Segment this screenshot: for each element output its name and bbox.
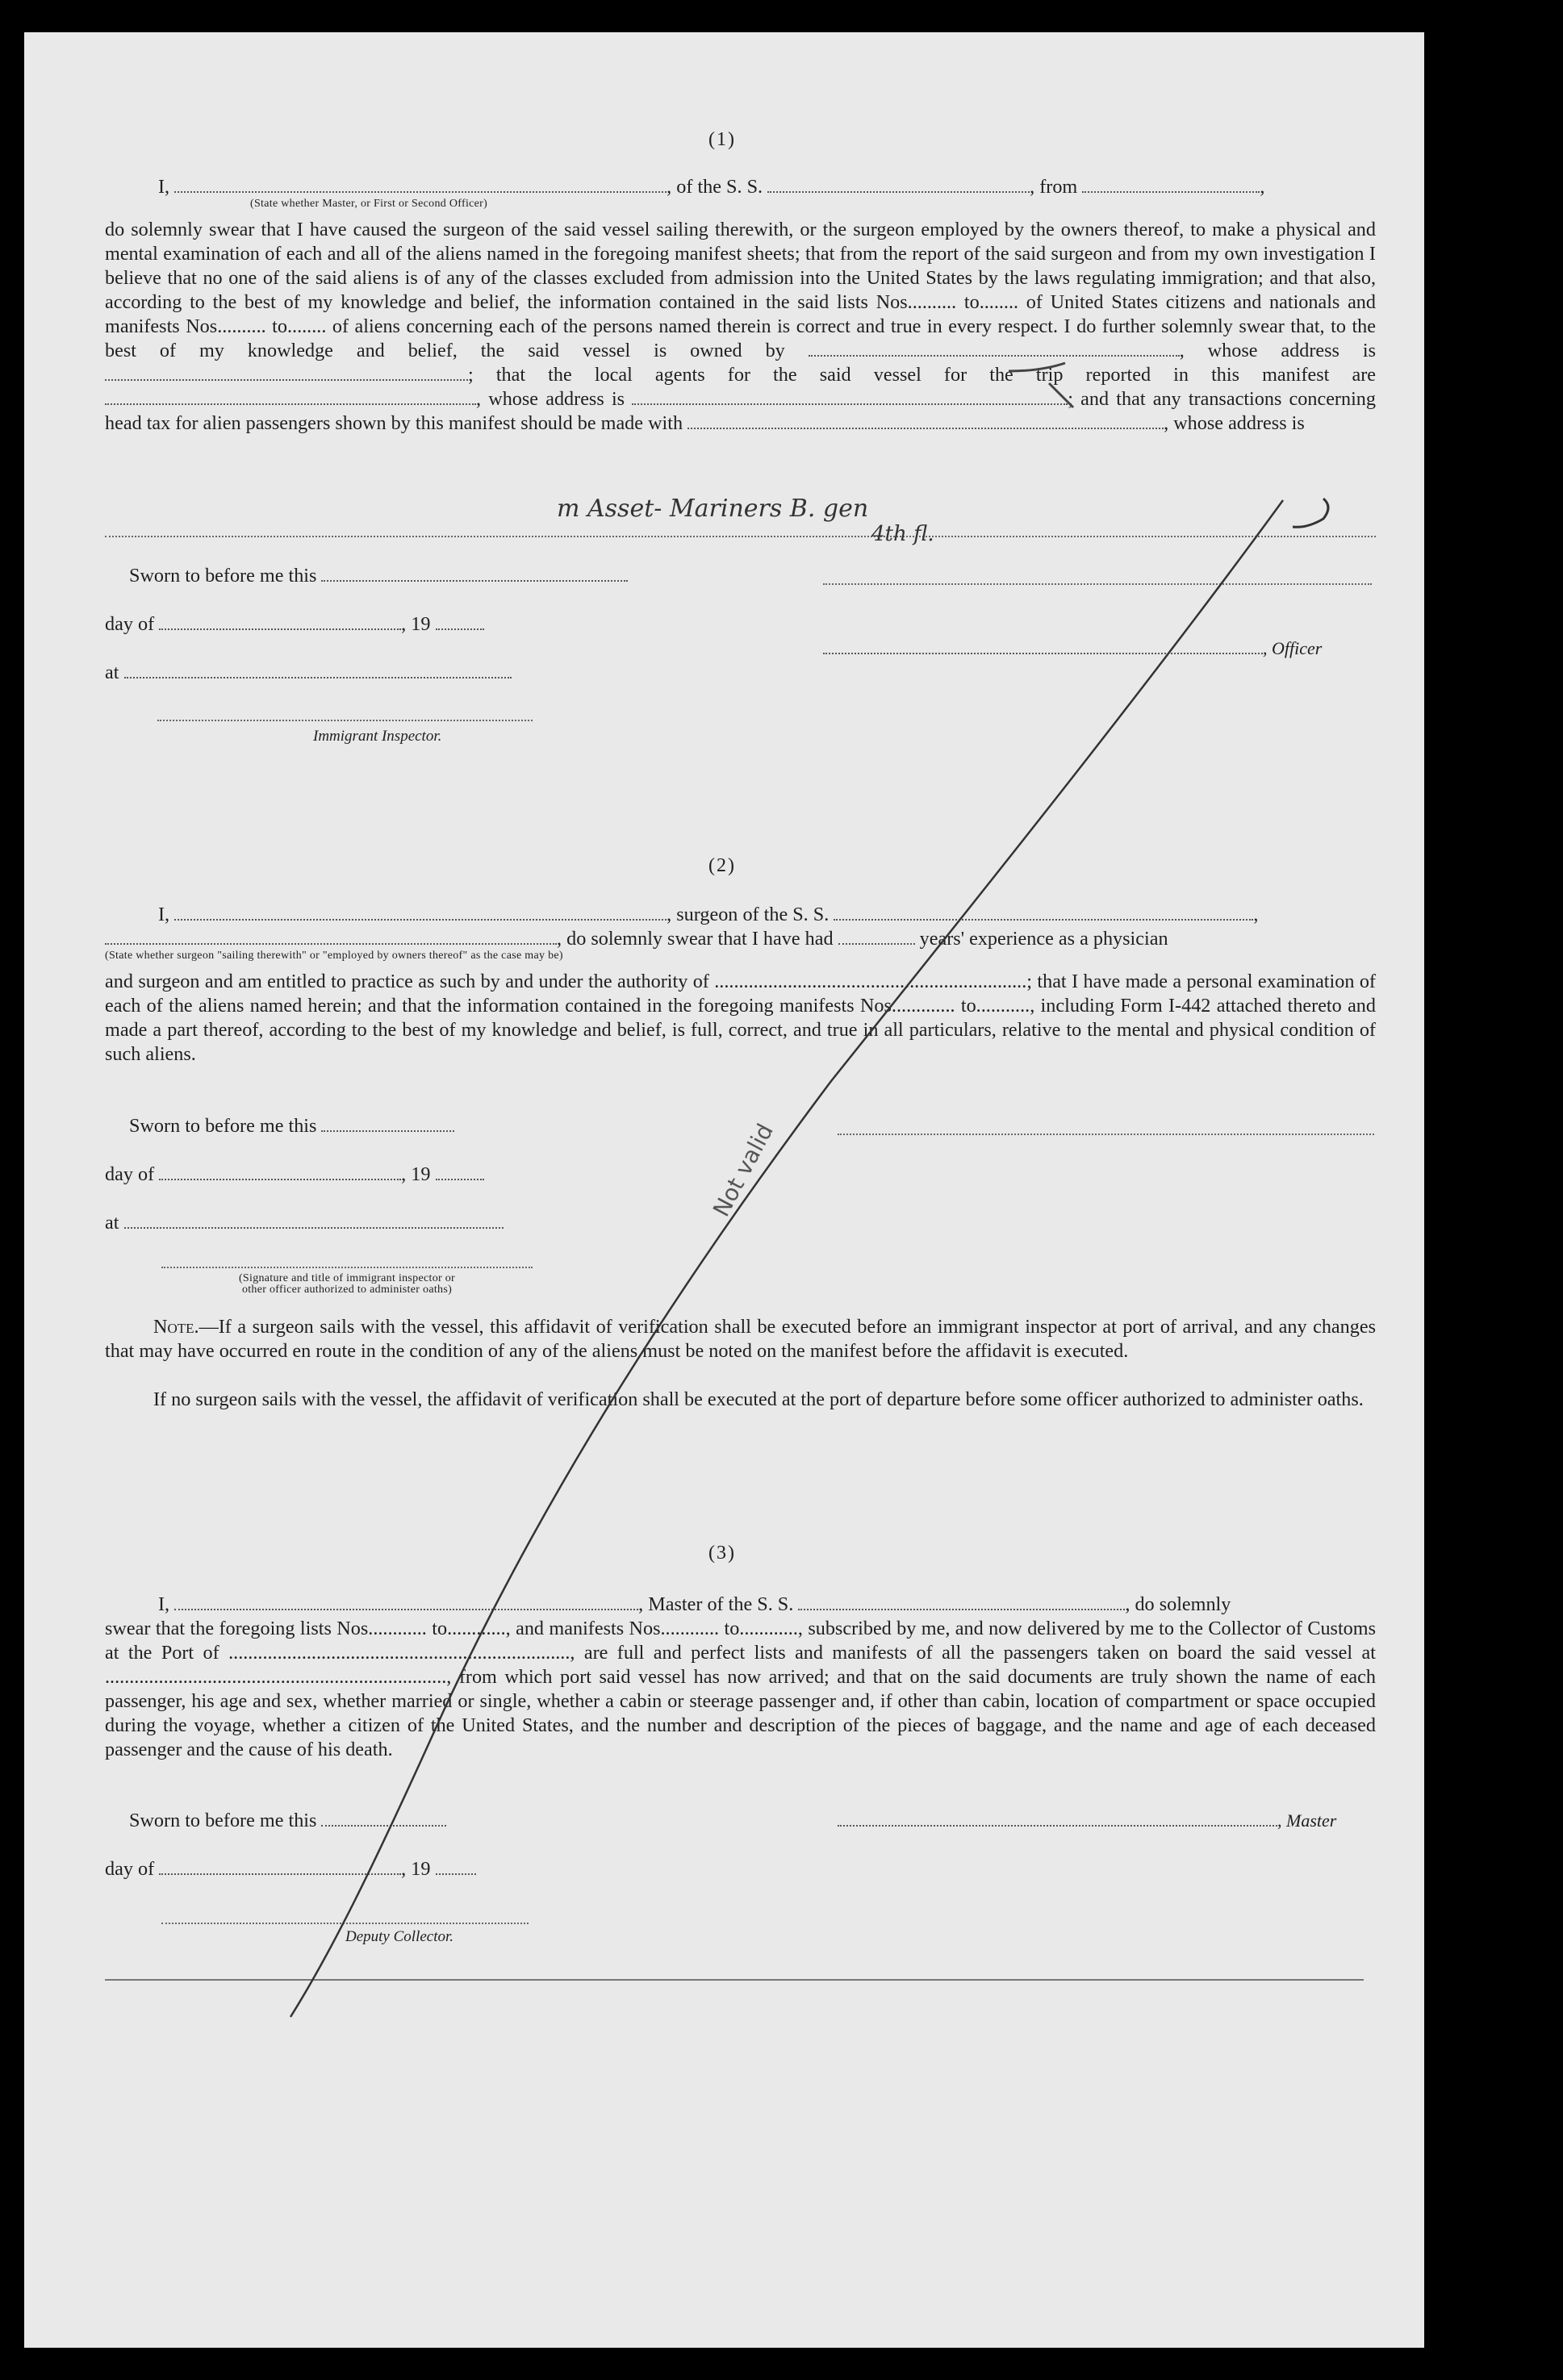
punch-hole-5 <box>1425 741 1462 778</box>
handwritten-tick <box>1049 383 1073 407</box>
s1-line-1: I, , of the S. S. , from , <box>158 176 1265 198</box>
s2-at: at <box>105 1212 504 1234</box>
s2-paragraph: and surgeon and am entitled to practice as such by and under the authority of ................................................................; that I have made a personal examination of each of the aliens named herein; and that the information contained in the foregoing manifests Nos............. to..........., including Form I-442 attached thereto and made a part thereof, according to the best of my knowledge and belief, is full, correct, and true in all particulars, relative to the mental and physical condition of such aliens. <box>105 971 1376 1065</box>
s3-line-1: I, , Master of the S. S. , do solemnly <box>158 1593 1231 1615</box>
s3-day-of: day of , 19 <box>105 1858 476 1881</box>
punch-hole-2 <box>1425 216 1462 253</box>
s2-day-of: day of , 19 <box>105 1163 484 1186</box>
s2-line-2: , do solemnly swear that I have had years' experience as a physician <box>105 928 1168 950</box>
manifest-page <box>24 32 1424 2348</box>
handwritten-agent: m Asset- Mariners B. gen <box>557 495 869 523</box>
handwritten-agent-2: 4th fl. <box>871 522 934 546</box>
s1-day-of: day of , 19 <box>105 613 484 636</box>
s1-paragraph: do solemnly swear that I have caused the surgeon of the said vessel sailing therewith, or the surgeon employed by the owners thereof, to make a physical and mental examination of each and all of the aliens named in the foregoing manifest sheets; that from the report of the said surgeon and from my own investigation I believe that no one of the said aliens is of any of the classes excluded from admission into the United States by the laws regulating immigration; and that also, according to the best of my knowledge and belief, the information contained in the said lists Nos.......... to........ of United States citizens and nationals and manifests Nos.......... to........ of aliens concerning each of the persons named therein is correct and true in every respect. I do further solemnly swear that, to the best of my knowledge and belief, the said vessel is owned by , whose address is ; that the local agents for the said vessel for the trip reported in this manifest are , whose address is ; and that any transactions concerning head tax for alien passengers shown by this manifest should be made with , whose address is <box>105 219 1377 434</box>
handwritten-dash <box>1009 363 1065 371</box>
s2-sworn: Sworn to before me this <box>129 1115 454 1138</box>
punch-hole-8 <box>1425 1601 1462 1639</box>
s2-note: Note.—If a surgeon sails with the vessel, this affidavit of verification shall be executed before an immigrant inspector at port of arrival, and any changes that may have occurred en route in the condition of any of the aliens must be noted on the manifest before the affidavit is executed. <box>105 1316 1376 1362</box>
punch-hole-9 <box>1451 1947 1488 1984</box>
section-3-number: (3) <box>708 1543 736 1564</box>
s2-note-2: If no surgeon sails with the vessel, the affidavit of verification shall be executed at the port of departure before some officer authorized to administer oaths. <box>153 1388 1364 1410</box>
stamp-text: Not valid <box>708 1119 779 1221</box>
punch-hole-1 <box>1425 87 1462 124</box>
s1-officer-line: , Officer <box>823 637 1322 660</box>
s3-sworn: Sworn to before me this <box>129 1810 446 1832</box>
s2-signature-caption: (Signature and title of immigrant inspector or other officer authorized to administer oaths) <box>238 1272 456 1296</box>
cancellation-line <box>290 500 1283 2017</box>
punch-hole-3 <box>1451 246 1488 283</box>
punch-hole-4 <box>1425 605 1462 642</box>
s3-paragraph: swear that the foregoing lists Nos............ to............, and manifests Nos............ to............, subscribed by me, and now delivered by me to the Collector of Customs at the Port of ......................................................................, are full and perfect lists and manifests of all the passengers taken on board the said vessel at ......................................................................, from which port said vessel has now arrived; and that on the said documents are truly shown the name of each passenger, his age and sex, whether married or single, whether a cabin or steerage passenger and, if other than cabin, location of compartment or space occupied during the voyage, whether a citizen of the United States, and the number and description of the pieces of baggage, and the name and age of each deceased passenger and the cause of his death. <box>105 1618 1376 1760</box>
s3-collector-label: Deputy Collector. <box>345 1928 454 1945</box>
section-1-number: (1) <box>708 129 736 150</box>
s1-caption: (State whether Master, or First or Second Officer) <box>250 198 488 210</box>
s1-at: at <box>105 662 512 684</box>
handwriting-overlay <box>24 32 1424 2348</box>
s2-caption: (State whether surgeon "sailing therewith" or "employed by owners thereof" as the case may be) <box>105 950 563 962</box>
section-2-number: (2) <box>708 855 736 876</box>
checkmark-stroke <box>1293 499 1328 527</box>
punch-hole-6 <box>1451 1104 1488 1141</box>
s3-master-line: , Master <box>838 1810 1336 1832</box>
punch-hole-10 <box>1425 2114 1462 2151</box>
s2-line-1: I, , surgeon of the S. S. , <box>158 904 1259 925</box>
s1-sworn: Sworn to before me this <box>129 565 628 587</box>
punch-hole-7 <box>1425 1471 1462 1508</box>
s1-inspector-label: Immigrant Inspector. <box>313 728 442 745</box>
